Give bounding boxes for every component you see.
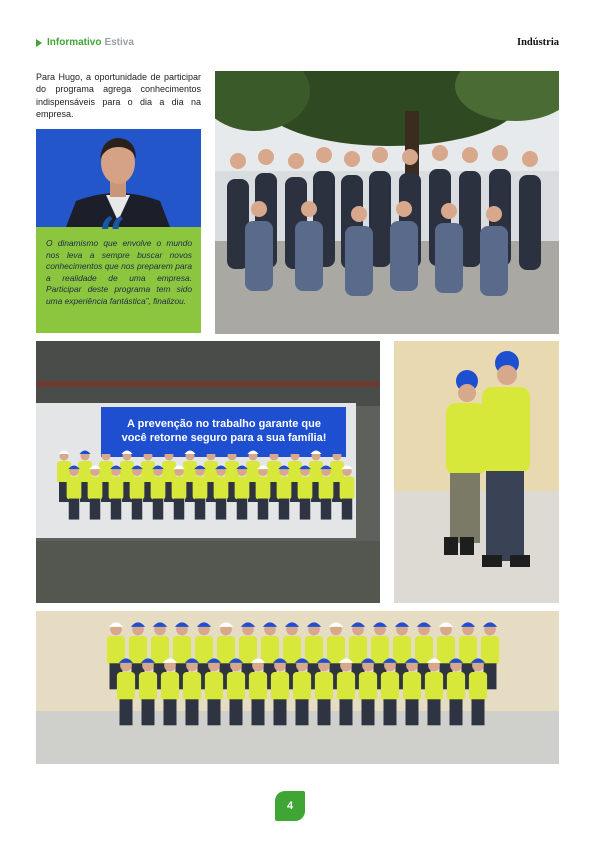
- banner-line-1: A prevenção no trabalho garante que: [127, 418, 321, 430]
- brand-arrow-icon: [36, 39, 42, 47]
- intro-paragraph: Para Hugo, a oportunidade de participar do programa agrega conhecimentos indispensáveis para o dia a dia na empresa.: [36, 72, 201, 119]
- two-people-photo: [394, 341, 559, 603]
- quote-card: [36, 129, 201, 333]
- quote-mark-icon: “: [99, 207, 126, 261]
- page-number: 4: [275, 791, 305, 821]
- group-photo-outdoor: [215, 71, 559, 334]
- brand-name: Informativo: [47, 37, 102, 48]
- group-photo-safety-banner: [36, 341, 380, 603]
- quote-text: O dinamismo que envolve o mundo nos leva a sempre buscar novos conhecimentos que nos preparem para a realidade de uma empresa. Participar deste programa tem sido uma experiência fantástica”, finalizou.: [46, 238, 192, 306]
- section-title: Indústria: [516, 37, 559, 48]
- banner-line-2: você retorne seguro para a sua família!: [121, 432, 327, 444]
- header-brand: [36, 37, 134, 48]
- large-group-photo: [36, 611, 559, 764]
- brand-subname: Estiva: [104, 37, 134, 48]
